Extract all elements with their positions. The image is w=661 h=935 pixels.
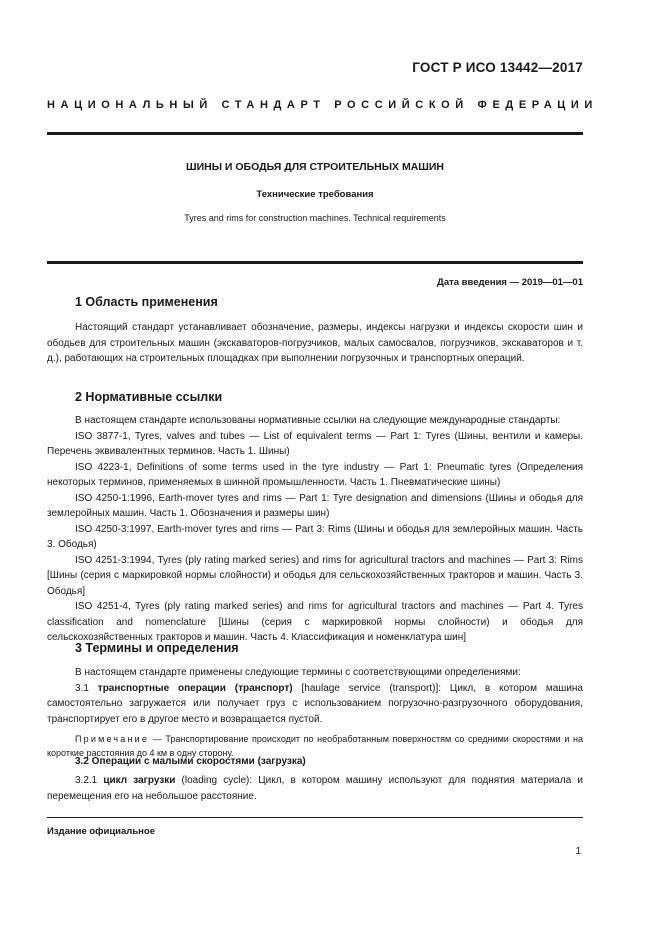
reference-item: ISO 4251-3:1994, Tyres (ply rating marked series) and rims for agricultural tractors and machines — Part 3: Rims [Шины (серия с маркировкой нормы слойности) и ободья для сельскохозяйственных тракторов и машин. Часть 3. Ободья]: [47, 554, 583, 597]
note-text: — Транспортирование происходит по необработанным поверхностям со средними скоростями и на короткие расстояния до 4 км в одну сторону.: [47, 734, 583, 758]
section-1-text: Настоящий стандарт устанавливает обозначение, размеры, индексы нагрузки и индексы скорости шин и ободьев для строительных машин (экскаваторов-погрузчиков, малых самосвалов, погрузчиков, экскаваторов и т. д.), работающих на строительных площадках при выполнении погрузочных и транспортных операций.: [47, 322, 583, 364]
document-title-english: Tyres and rims for construction machines. Technical requirements: [184, 213, 446, 223]
term-3-1-number: 3.1: [75, 682, 98, 694]
footer-divider: [47, 817, 583, 818]
section-2-intro: В настоящем стандарте использованы нормативные ссылки на следующие международные стандарты:: [75, 415, 561, 426]
section-3-body: [47, 665, 583, 760]
section-1-heading: 1 Область применения: [75, 295, 218, 309]
reference-item: ISO 4223-1, Definitions of some terms used in the tyre industry — Part 1: Pneumatic tyres (Определения некоторых терминов, применяемых в шинной промышленности. Часть 1. Пневматические шины): [47, 461, 583, 488]
term-3-1-definition: [haulage service (transport)]: Цикл, в котором машина самостоятельно загружается или получает груз с использованием погрузочно-разгрузочного оборудования, транспортирует его в другое место и возвращается пустой.: [47, 682, 583, 725]
document-subtitle: Технические требования: [256, 189, 374, 200]
reference-item: ISO 4250-3:1997, Earth-mover tyres and rims — Part 3: Rims (Шины и ободья для землеройных машин. Часть 3. Ободья): [47, 523, 583, 550]
section-2-heading: 2 Нормативные ссылки: [75, 390, 223, 404]
subsection-3-2-heading: 3.2 Операции с малыми скоростями (загрузка): [75, 756, 306, 767]
national-standard-banner: НАЦИОНАЛЬНЫЙ СТАНДАРТ РОССИЙСКОЙ ФЕДЕРАЦИИ: [47, 99, 598, 111]
top-divider: [47, 132, 583, 135]
term-3-1-name: транспортные операции (транспорт): [97, 682, 293, 694]
page-number: 1: [575, 846, 581, 857]
term-3-1: [47, 681, 583, 728]
term-3-2-1-name: цикл загрузки: [103, 775, 176, 786]
introduction-date: Дата введения — 2019—01—01: [437, 277, 583, 288]
reference-item: ISO 4251-4, Tyres (ply rating marked series) and rims for agricultural tractors and machines — Part 4. Tyres classification and nomenclature [Шины (серия с маркировкой нормы слойности) и ободья для сельскохозяйственных тракторов и машин. Часть 4. Классификация и номенклатура шин]: [47, 601, 583, 643]
reference-item: ISO 4250-1:1996, Earth-mover tyres and rims — Part 1: Tyre designation and dimensions (Шины и ободья для землеройных машин. Часть 1. Обозначения и размеры шин): [47, 492, 583, 519]
section-3-intro: В настоящем стандарте применены следующие термины с соответствующими определениями:: [75, 667, 521, 678]
section-2-body: [47, 413, 583, 646]
term-3-2-1: [47, 773, 583, 804]
title-divider: [47, 261, 583, 264]
standard-number: ГОСТ Р ИСО 13442—2017: [412, 60, 583, 75]
official-edition-label: Издание официальное: [47, 826, 155, 837]
section-3-heading: 3 Термины и определения: [75, 641, 239, 655]
term-3-2-1-definition: (loading cycle): Цикл, в котором машину используют для поднятия материала и перемещения его на небольшое расстояние.: [47, 775, 583, 802]
note-label: Примечание: [75, 734, 150, 744]
term-3-2-1-number: 3.2.1: [75, 775, 104, 786]
document-title: ШИНЫ И ОБОДЬЯ ДЛЯ СТРОИТЕЛЬНЫХ МАШИН: [186, 161, 444, 173]
reference-item: ISO 3877-1, Tyres, valves and tubes — List of equivalent terms — Part 1: Tyres (Шины, вентили и камеры. Перечень эквивалентных терминов. Часть 1. Шины): [47, 430, 583, 457]
